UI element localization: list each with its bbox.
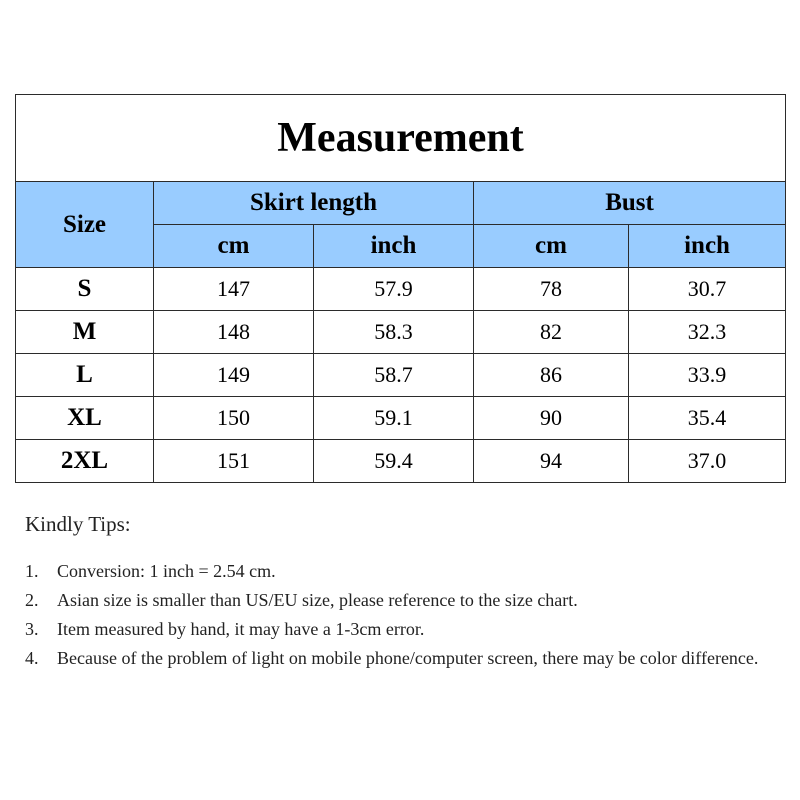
bust-header: Bust	[474, 182, 786, 225]
skirt-cm-header: cm	[154, 225, 314, 268]
size-column-header: Size	[16, 182, 154, 268]
tip-number: 3.	[25, 619, 39, 639]
size-cell: XL	[16, 397, 154, 440]
size-cell: M	[16, 311, 154, 354]
skirt-cm-cell: 148	[154, 311, 314, 354]
skirt-cm-cell: 149	[154, 354, 314, 397]
tip-text: Conversion: 1 inch = 2.54 cm.	[57, 561, 276, 581]
bust-cm-cell: 86	[474, 354, 629, 397]
list-item	[25, 615, 785, 644]
bust-cm-cell: 90	[474, 397, 629, 440]
bust-inch-cell: 35.4	[629, 397, 786, 440]
table-row	[16, 354, 786, 397]
skirt-inch-cell: 59.1	[314, 397, 474, 440]
tip-text: Because of the problem of light on mobile phone/computer screen, there may be color difference.	[57, 648, 759, 668]
skirt-cm-cell: 151	[154, 440, 314, 483]
bust-cm-cell: 78	[474, 268, 629, 311]
bust-cm-header: cm	[474, 225, 629, 268]
size-cell: S	[16, 268, 154, 311]
skirt-inch-cell: 59.4	[314, 440, 474, 483]
size-cell: 2XL	[16, 440, 154, 483]
table-row	[16, 311, 786, 354]
tip-number: 1.	[25, 561, 39, 581]
size-cell: L	[16, 354, 154, 397]
table-row	[16, 268, 786, 311]
table-title: Measurement	[16, 95, 786, 182]
table-row	[16, 397, 786, 440]
skirt-length-header: Skirt length	[154, 182, 474, 225]
list-item	[25, 586, 785, 615]
skirt-inch-header: inch	[314, 225, 474, 268]
measurement-table-container	[15, 94, 785, 483]
measurement-table	[15, 94, 786, 483]
bust-cm-cell: 94	[474, 440, 629, 483]
tip-number: 4.	[25, 648, 39, 668]
bust-inch-cell: 30.7	[629, 268, 786, 311]
bust-inch-cell: 33.9	[629, 354, 786, 397]
bust-cm-cell: 82	[474, 311, 629, 354]
bust-inch-cell: 32.3	[629, 311, 786, 354]
skirt-cm-cell: 150	[154, 397, 314, 440]
tips-title: Kindly Tips:	[25, 512, 131, 536]
skirt-inch-cell: 58.3	[314, 311, 474, 354]
kindly-tips	[25, 512, 785, 673]
skirt-inch-cell: 57.9	[314, 268, 474, 311]
skirt-cm-cell: 147	[154, 268, 314, 311]
tip-number: 2.	[25, 590, 39, 610]
tips-list	[25, 557, 785, 673]
list-item	[25, 644, 785, 673]
bust-inch-header: inch	[629, 225, 786, 268]
bust-inch-cell: 37.0	[629, 440, 786, 483]
tip-text: Asian size is smaller than US/EU size, please reference to the size chart.	[57, 590, 578, 610]
list-item	[25, 557, 785, 586]
table-row	[16, 440, 786, 483]
tip-text: Item measured by hand, it may have a 1-3cm error.	[57, 619, 425, 639]
skirt-inch-cell: 58.7	[314, 354, 474, 397]
